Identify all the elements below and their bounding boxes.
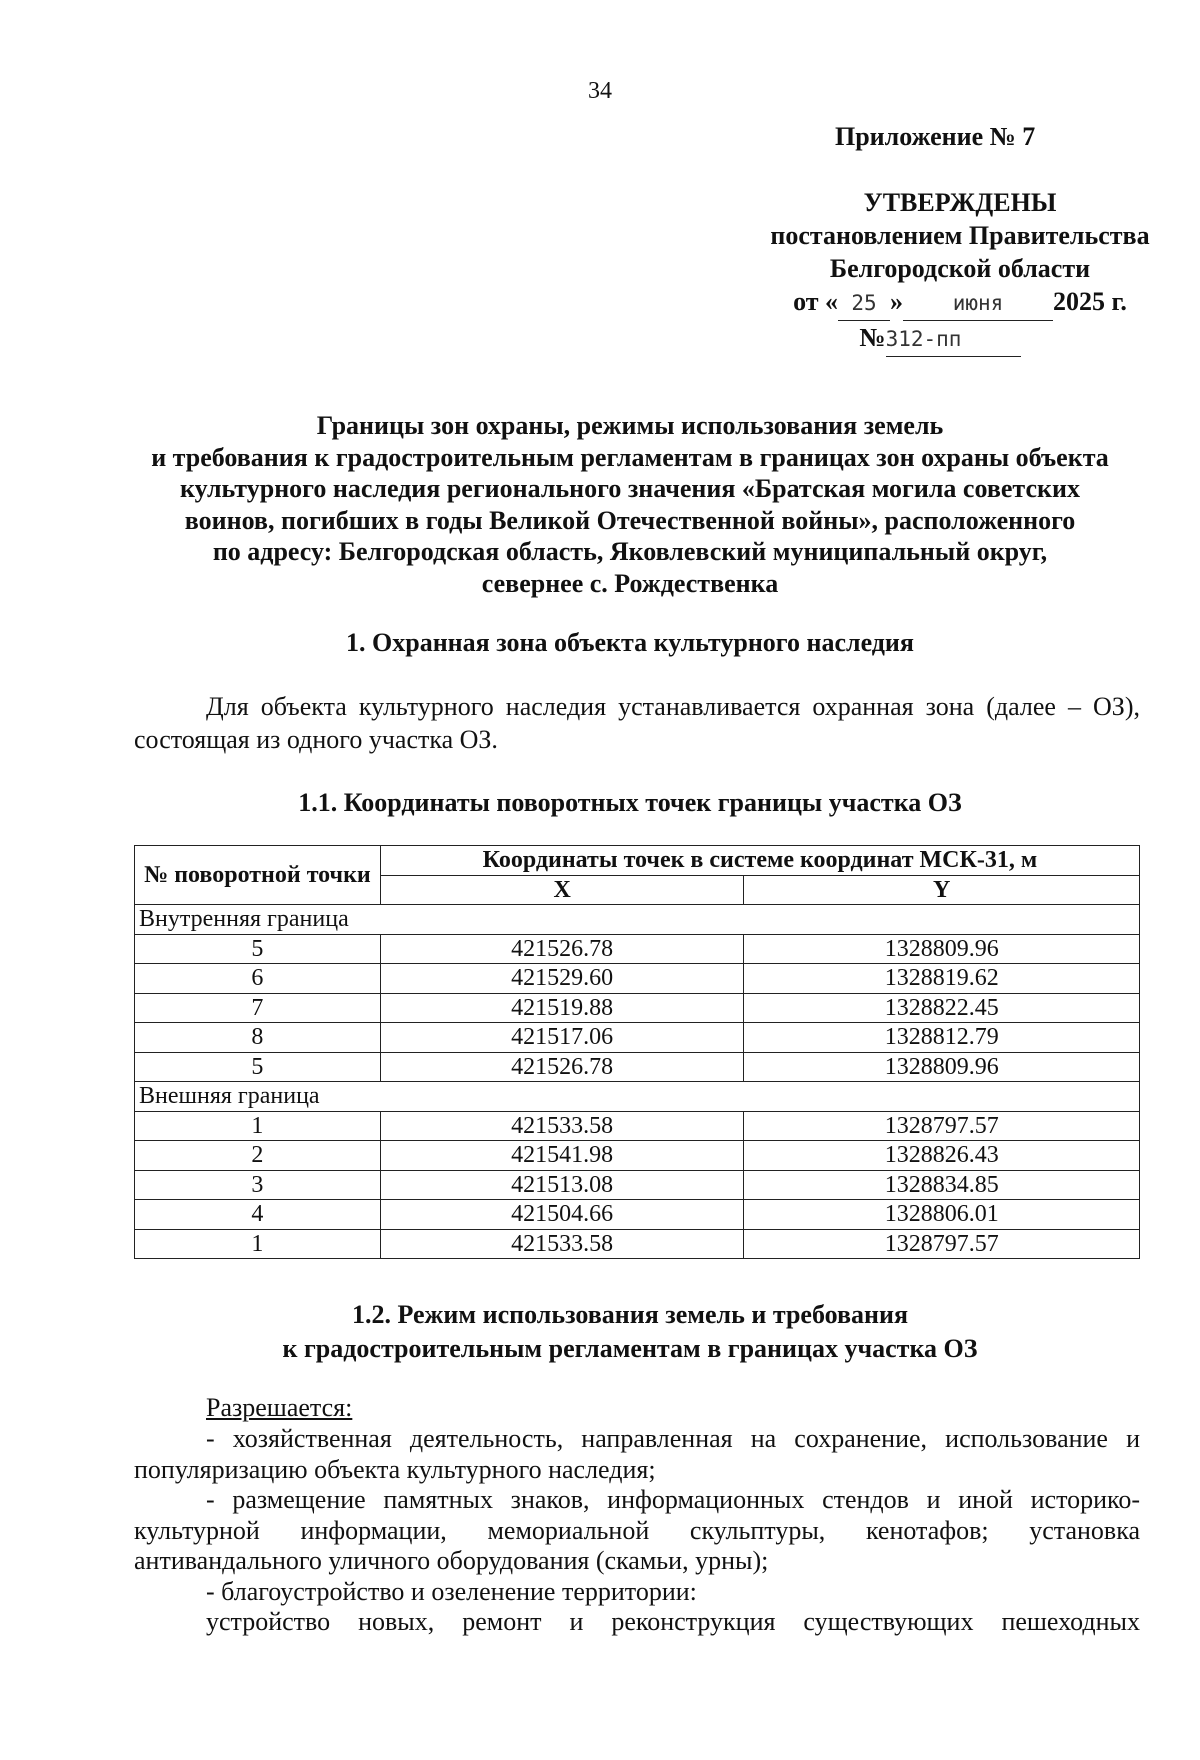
approval-block (700, 186, 1200, 357)
table-row (135, 1170, 1140, 1200)
cell-point: 5 (135, 1052, 381, 1082)
cell-y: 1328826.43 (744, 1141, 1140, 1171)
cell-y: 1328812.79 (744, 1023, 1140, 1053)
table-row (135, 993, 1140, 1023)
cell-y: 1328819.62 (744, 964, 1140, 994)
cell-x: 421541.98 (380, 1141, 744, 1171)
table-row (135, 934, 1140, 964)
header-point-number: № поворотной точки (135, 846, 381, 905)
cell-y: 1328797.57 (744, 1111, 1140, 1141)
list-item: - благоустройство и озеленение территории: (206, 1576, 697, 1606)
table-row (135, 1229, 1140, 1259)
table-header-row (135, 846, 1140, 876)
cell-x: 421519.88 (380, 993, 744, 1023)
date-prefix: от « (793, 287, 839, 316)
list-item: устройство новых, ремонт и реконструкция существующих пешеходных (206, 1607, 1140, 1636)
cell-x: 421517.06 (380, 1023, 744, 1053)
cell-point: 6 (135, 964, 381, 994)
cell-point: 4 (135, 1200, 381, 1230)
section-1-2-heading-line2: к градостроительным регламентам в границах участка ОЗ (282, 1334, 978, 1363)
page-number: 34 (588, 78, 612, 104)
date-day: 25 (838, 287, 890, 321)
document-title (120, 410, 1140, 599)
cell-x: 421513.08 (380, 1170, 744, 1200)
title-line: и требования к градостроительным регламентам в границах зон охраны объекта (151, 442, 1109, 472)
outer-boundary-label: Внешняя граница (135, 1082, 1140, 1112)
coordinates-table (134, 845, 1140, 1259)
header-y: Y (744, 875, 1140, 905)
cell-x: 421526.78 (380, 1052, 744, 1082)
cell-x: 421504.66 (380, 1200, 744, 1230)
cell-point: 1 (135, 1111, 381, 1141)
cell-y: 1328822.45 (744, 993, 1140, 1023)
table-row (135, 1052, 1140, 1082)
title-line: воинов, погибших в годы Великой Отечественной войны», расположенного (184, 505, 1076, 535)
header-coordinates: Координаты точек в системе координат МСК-31, м (380, 846, 1139, 876)
cell-point: 7 (135, 993, 381, 1023)
cell-y: 1328806.01 (744, 1200, 1140, 1230)
date-year: 2025 г. (1053, 287, 1127, 316)
cell-x: 421533.58 (380, 1111, 744, 1141)
section-1-paragraph: Для объекта культурного наследия устанавливается охранная зона (далее – ОЗ), состоящая из одного участка ОЗ. (134, 692, 1140, 754)
cell-point: 1 (135, 1229, 381, 1259)
title-line: по адресу: Белгородская область, Яковлевский муниципальный округ, (212, 537, 1048, 566)
section-1-2-heading (0, 1298, 1200, 1366)
cell-y: 1328809.96 (744, 1052, 1140, 1082)
cell-y: 1328809.96 (744, 934, 1140, 964)
approval-date (700, 285, 1200, 321)
allowed-label: Разрешается: (206, 1393, 353, 1422)
cell-y: 1328834.85 (744, 1170, 1140, 1200)
table-row (135, 1141, 1140, 1171)
date-mid: » (890, 287, 904, 316)
section-row-outer (135, 1082, 1140, 1112)
table-row (135, 964, 1140, 994)
header-x: X (380, 875, 744, 905)
number-value: 312-пп (886, 323, 1021, 357)
section-1-heading: 1. Охранная зона объекта культурного наследия (346, 628, 914, 657)
approval-number (660, 321, 1200, 357)
cell-point: 8 (135, 1023, 381, 1053)
table-row (135, 1200, 1140, 1230)
inner-boundary-label: Внутренняя граница (135, 905, 1140, 935)
cell-x: 421529.60 (380, 964, 744, 994)
allowed-list (134, 1424, 1140, 1638)
cell-x: 421533.58 (380, 1229, 744, 1259)
section-1-2-heading-line1: 1.2. Режим использования земель и требования (351, 1300, 909, 1329)
approved-heading: УТВЕРЖДЕНЫ (863, 188, 1057, 217)
cell-point: 3 (135, 1170, 381, 1200)
section-row-inner (135, 905, 1140, 935)
table-row (135, 1023, 1140, 1053)
cell-point: 2 (135, 1141, 381, 1171)
cell-y: 1328797.57 (744, 1229, 1140, 1259)
approved-line1: постановлением Правительства (770, 221, 1150, 250)
title-line: Границы зон охраны, режимы использования земель (316, 411, 944, 440)
list-item: - размещение памятных знаков, информационных стендов и иной историко-культурной информации, мемориальной скульптуры, кенотафов; установка антивандального уличного оборудования (скамьи, урны); (134, 1485, 1140, 1575)
date-month: июня (903, 287, 1053, 321)
approved-line2: Белгородской области (829, 254, 1091, 283)
title-line: культурного наследия регионального значения «Братская могила советских (180, 474, 1080, 503)
cell-x: 421526.78 (380, 934, 744, 964)
section-1-1-heading: 1.1. Координаты поворотных точек границы участка ОЗ (298, 788, 962, 817)
title-line: севернее с. Рождественка (481, 568, 779, 598)
table-row (135, 1111, 1140, 1141)
list-item: - хозяйственная деятельность, направленная на сохранение, использование и популяризацию объекта культурного наследия; (134, 1424, 1140, 1484)
cell-point: 5 (135, 934, 381, 964)
appendix-label: Приложение № 7 (835, 122, 1036, 151)
number-prefix: № (859, 323, 886, 352)
